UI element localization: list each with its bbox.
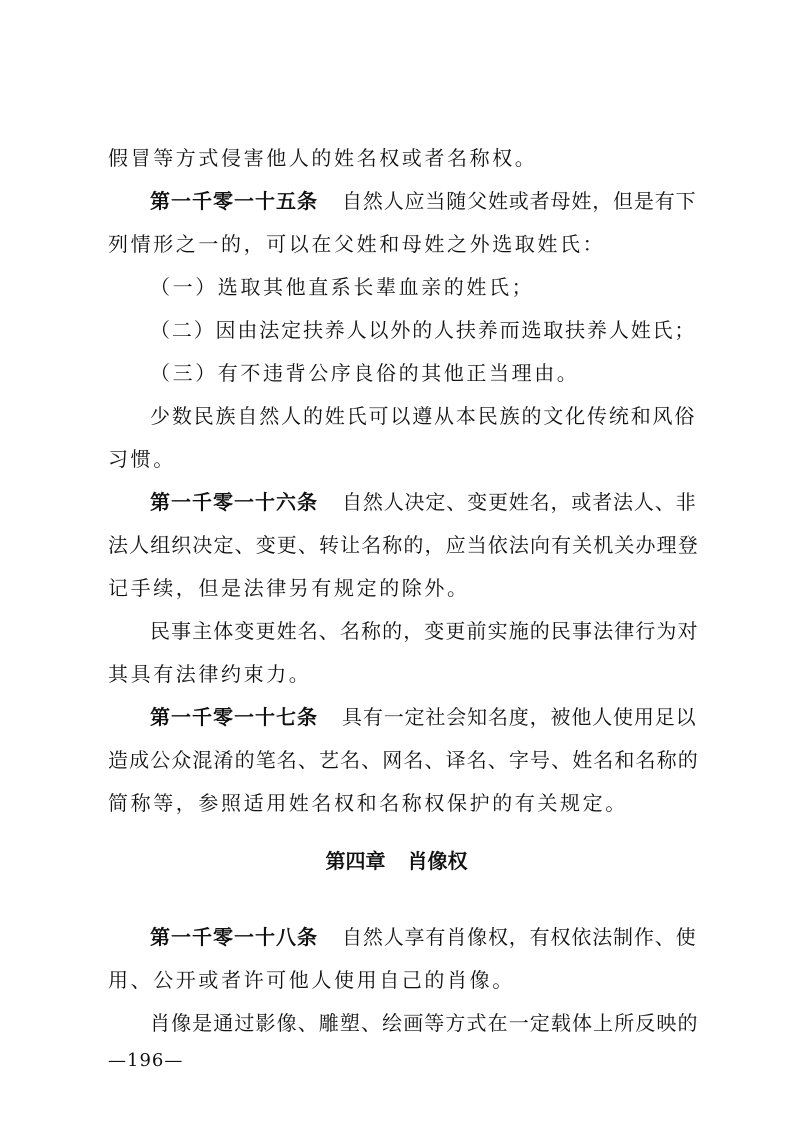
- article-1015-first-line: [150, 189, 696, 213]
- paragraph-line: 习惯。: [108, 447, 176, 471]
- article-number: 第一千零一十七条: [150, 705, 318, 729]
- page-number: —196—: [108, 1050, 184, 1071]
- paragraph-line: 民事主体变更姓名、名称的，变更前实施的民事法律行为对: [150, 619, 699, 643]
- paragraph-line: 法人组织决定、变更、转让名称的，应当依法向有关机关办理登: [108, 533, 699, 557]
- paragraph-line: 肖像是通过影像、雕塑、绘画等方式在一定载体上所反映的: [150, 1011, 699, 1035]
- paragraph-line: 假冒等方式侵害他人的姓名权或者名称权。: [108, 146, 538, 170]
- article-number: 第一千零一十五条: [150, 189, 318, 213]
- article-text: 自然人享有肖像权，有权依法制作、使: [342, 925, 697, 949]
- article-text: 自然人决定、变更姓名，或者法人、非: [342, 490, 697, 514]
- paragraph-line: 用、公开或者许可他人使用自己的肖像。: [108, 968, 515, 992]
- list-item: （一）选取其他直系长辈血亲的姓氏；: [150, 275, 535, 299]
- list-item: （三）有不违背公序良俗的其他正当理由。: [150, 361, 580, 385]
- article-number: 第一千零一十六条: [150, 490, 318, 514]
- paragraph-line: 其具有法律约束力。: [108, 662, 312, 686]
- chapter-heading: [0, 849, 793, 873]
- chapter-title: 肖像权: [407, 849, 468, 873]
- article-1018-first-line: [150, 925, 696, 949]
- list-item: （二）因由法定扶养人以外的人扶养而选取扶养人姓氏；: [150, 318, 697, 342]
- paragraph-line: 造成公众混淆的笔名、艺名、网名、译名、字号、姓名和名称的: [108, 748, 699, 772]
- paragraph-line: 记手续，但是法律另有规定的除外。: [108, 576, 470, 600]
- article-1016-first-line: [150, 490, 696, 514]
- article-1017-first-line: [150, 705, 696, 729]
- paragraph-line: 简称等，参照适用姓名权和名称权保护的有关规定。: [108, 791, 628, 815]
- paragraph-line: 少数民族自然人的姓氏可以遵从本民族的文化传统和风俗: [150, 404, 697, 428]
- article-text: 自然人应当随父姓或者母姓，但是有下: [342, 189, 697, 213]
- article-text: 具有一定社会知名度，被他人使用足以: [342, 705, 697, 729]
- paragraph-line: 列情形之一的，可以在父姓和母姓之外选取姓氏：: [108, 232, 606, 256]
- chapter-number: 第四章: [325, 849, 386, 873]
- article-number: 第一千零一十八条: [150, 925, 318, 949]
